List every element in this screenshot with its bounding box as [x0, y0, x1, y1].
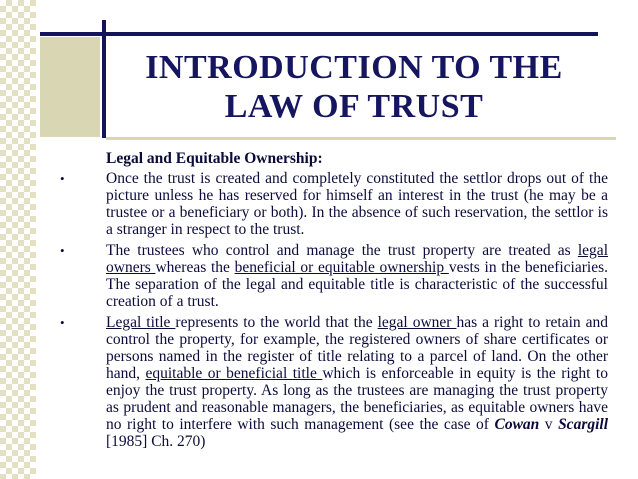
section-heading: Legal and Equitable Ownership:	[106, 150, 323, 167]
item-2-text-3: vests in the beneficiaries. The separation of the legal and equitable title is characteristic of the successful creation of a trust.	[106, 259, 608, 310]
item-2-text-1: The trustees who control and manage the trust property are treated as	[106, 242, 578, 259]
decorative-tan-block	[40, 37, 100, 137]
item-3-text-5: [1985] Ch. 270)	[106, 433, 206, 450]
item-3-text-4: v	[539, 416, 559, 433]
decorative-checker-strip	[0, 0, 36, 479]
decorative-horizontal-line	[40, 32, 598, 36]
item-3-text-1: represents to the world that the	[175, 314, 378, 331]
item-2-text-2: whereas the	[155, 259, 235, 276]
bullet-item-3	[58, 314, 608, 450]
item-1-text: Once the trust is created and completely constituted the settlor drops out of the picture unless he has reserved for himself an interest in the trust (he may be a trustee or a beneficiary or both). In the absence of such reservation, the settlor is a stranger in respect to the trust.	[106, 170, 608, 238]
title-line-2: LAW OF TRUST	[224, 88, 484, 125]
case-name-scargill: Scargill	[558, 416, 609, 433]
bullet-icon: •	[60, 315, 65, 330]
bullet-item-1	[58, 170, 608, 238]
term-legal-title: Legal title	[106, 314, 176, 331]
item-3-text-3: which is enforceable in equity is the right to enjoy the trust property. As long as the trustees are managing the trust property as prudent and reasonable managers, the beneficiaries, as equitable owners have no right to interfere with such management (see the case of	[106, 365, 608, 433]
case-name-cowan: Cowan	[494, 416, 540, 433]
term-equitable-title: equitable or beneficial title	[145, 365, 323, 382]
decorative-tan-line	[106, 137, 616, 140]
decorative-vertical-line	[102, 20, 106, 138]
bullet-icon: •	[60, 243, 65, 258]
item-3-text-2: has a right to retain and control the property, for example, the registered owners of share certificates or persons named in the register of title relating to a parcel of land. On the other hand,	[106, 314, 609, 382]
title-line-1: INTRODUCTION TO THE	[145, 49, 563, 86]
term-beneficial-ownership: beneficial or equitable ownership	[234, 259, 449, 276]
slide-body	[58, 150, 608, 454]
bullet-icon: •	[60, 171, 65, 186]
bullet-item-2	[58, 242, 608, 310]
slide-title	[108, 48, 600, 126]
term-legal-owner: legal owner	[377, 314, 457, 331]
term-legal-owners: legal owners	[106, 242, 608, 276]
